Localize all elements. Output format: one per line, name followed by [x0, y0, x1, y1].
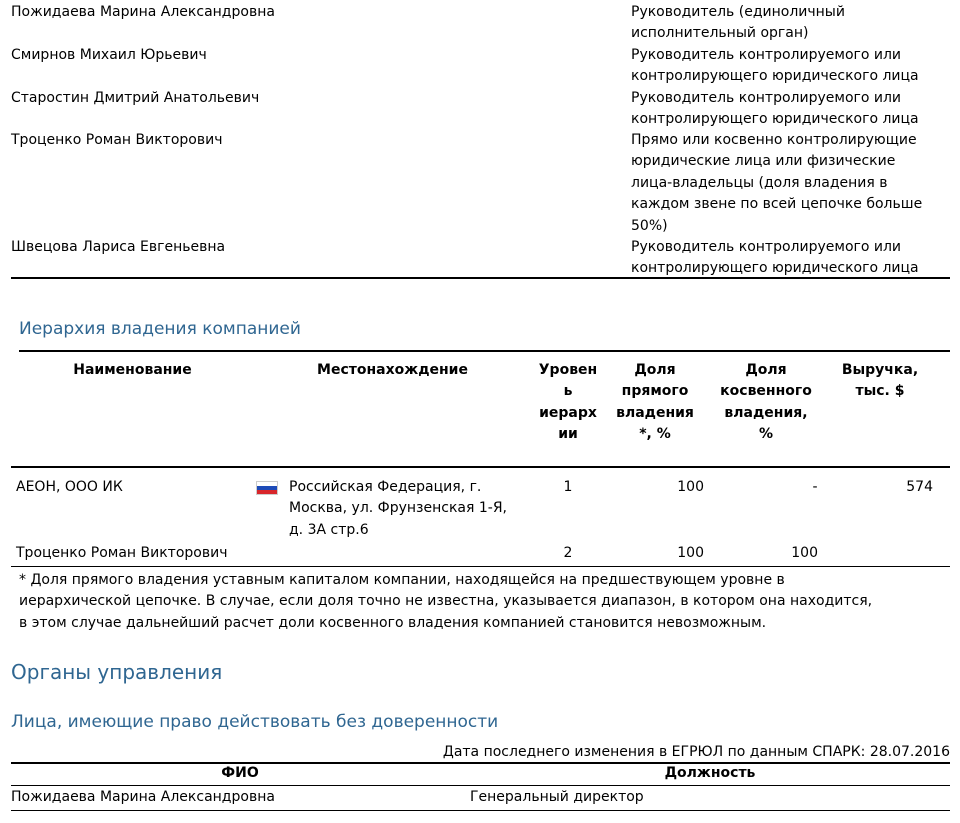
person-name: Старостин Дмитрий Анатольевич — [11, 90, 260, 106]
table-top-rule — [19, 350, 950, 352]
header-line: косвенного — [720, 383, 812, 400]
cell-name: Троценко Роман Викторович — [16, 545, 228, 561]
person-role — [631, 45, 931, 88]
management-title: Органы управления — [11, 660, 223, 684]
cell-direct-share: 100 — [677, 479, 704, 495]
column-header-direct-share — [610, 360, 700, 446]
cell-direct-share: 100 — [677, 545, 704, 561]
cell-level: 2 — [563, 545, 573, 561]
russia-flag-icon — [256, 481, 278, 495]
location-line: д. 3А стр.6 — [289, 521, 369, 538]
column-header-name: Наименование — [73, 362, 192, 378]
column-header-location: Местонахождение — [317, 362, 468, 378]
person-role — [631, 237, 931, 280]
person-role-line: юридические лица или физические — [631, 153, 896, 170]
person-role-line: Руководитель контролируемого или — [631, 47, 902, 63]
cell-location — [289, 477, 519, 541]
person-role-line: Прямо или косвенно контролирующие — [631, 132, 917, 148]
header-line: тыс. $ — [855, 383, 905, 400]
header-line: Уровен — [538, 362, 598, 378]
person-name: Смирнов Михаил Юрьевич — [11, 47, 207, 63]
person-role-line: Руководитель (единоличный — [631, 4, 845, 20]
person-role-line: контролирующего юридического лица — [631, 68, 919, 85]
management-header-rule — [11, 785, 950, 786]
person-role — [631, 2, 931, 45]
cell-indirect-share: - — [812, 479, 818, 495]
person-role-line: каждом звене по всей цепочке больше — [631, 196, 923, 213]
footnote-line: в этом случае дальнейший расчет доли косвенного владения компанией становится невозможным. — [19, 614, 767, 631]
location-line: Москва, ул. Фрунзенская 1-Я, — [289, 500, 507, 517]
person-name: Швецова Лариса Евгеньевна — [11, 239, 226, 255]
person-role-line: Руководитель контролируемого или — [631, 90, 902, 106]
location-line: Российская Федерация, г. — [289, 479, 482, 495]
header-line: прямого — [621, 383, 689, 400]
cell-fio: Пожидаева Марина Александровна — [11, 789, 275, 805]
column-header-position: Должность — [664, 765, 756, 781]
update-note: Дата последнего изменения в ЕГРЮЛ по данным СПАРК: 28.07.2016 — [442, 744, 950, 760]
header-line: ии — [558, 426, 578, 443]
header-line: ь — [563, 383, 573, 400]
person-role-line: контролирующего юридического лица — [631, 260, 919, 277]
management-bottom-rule — [11, 810, 950, 811]
table-header-rule — [11, 466, 950, 468]
footnote-line: * Доля прямого владения уставным капиталом компании, находящейся на предшествующем уровне в — [19, 572, 785, 588]
person-role-line: лица-владельцы (доля владения в — [631, 174, 888, 191]
person-role-line: Руководитель контролируемого или — [631, 239, 902, 255]
cell-position: Генеральный директор — [470, 789, 644, 805]
cell-revenue: 574 — [906, 479, 933, 495]
person-role-line: исполнительный орган) — [631, 25, 809, 42]
person-role-line: 50%) — [631, 217, 668, 234]
person-role — [631, 88, 931, 131]
column-header-revenue — [830, 360, 930, 403]
divider — [11, 277, 950, 279]
person-role — [631, 130, 931, 237]
header-line: *, % — [639, 426, 671, 443]
header-line: Доля — [634, 362, 676, 378]
header-line: % — [758, 426, 774, 443]
table-bottom-rule — [11, 566, 950, 567]
header-line: Доля — [745, 362, 787, 378]
person-name: Троценко Роман Викторович — [11, 132, 223, 148]
header-line: владения, — [724, 404, 808, 421]
person-role-line: контролирующего юридического лица — [631, 111, 919, 128]
management-table-top-rule — [11, 762, 950, 764]
header-line: владения — [616, 404, 694, 421]
header-line: иерарх — [539, 404, 597, 421]
management-subtitle: Лица, имеющие право действовать без доверенности — [11, 712, 499, 732]
footnote-line: иерархической цепочке. В случае, если доля точно не известна, указывается диапазон, в котором она находится, — [19, 593, 873, 610]
header-line: Выручка, — [841, 362, 919, 378]
cell-name: АЕОН, ООО ИК — [16, 479, 123, 495]
cell-level: 1 — [563, 479, 573, 495]
column-header-indirect-share — [711, 360, 821, 446]
column-header-fio: ФИО — [221, 765, 259, 781]
person-name: Пожидаева Марина Александровна — [11, 4, 275, 20]
column-header-level — [528, 360, 608, 446]
hierarchy-title: Иерархия владения компанией — [19, 319, 301, 339]
footnote — [19, 570, 939, 634]
cell-indirect-share: 100 — [791, 545, 818, 561]
